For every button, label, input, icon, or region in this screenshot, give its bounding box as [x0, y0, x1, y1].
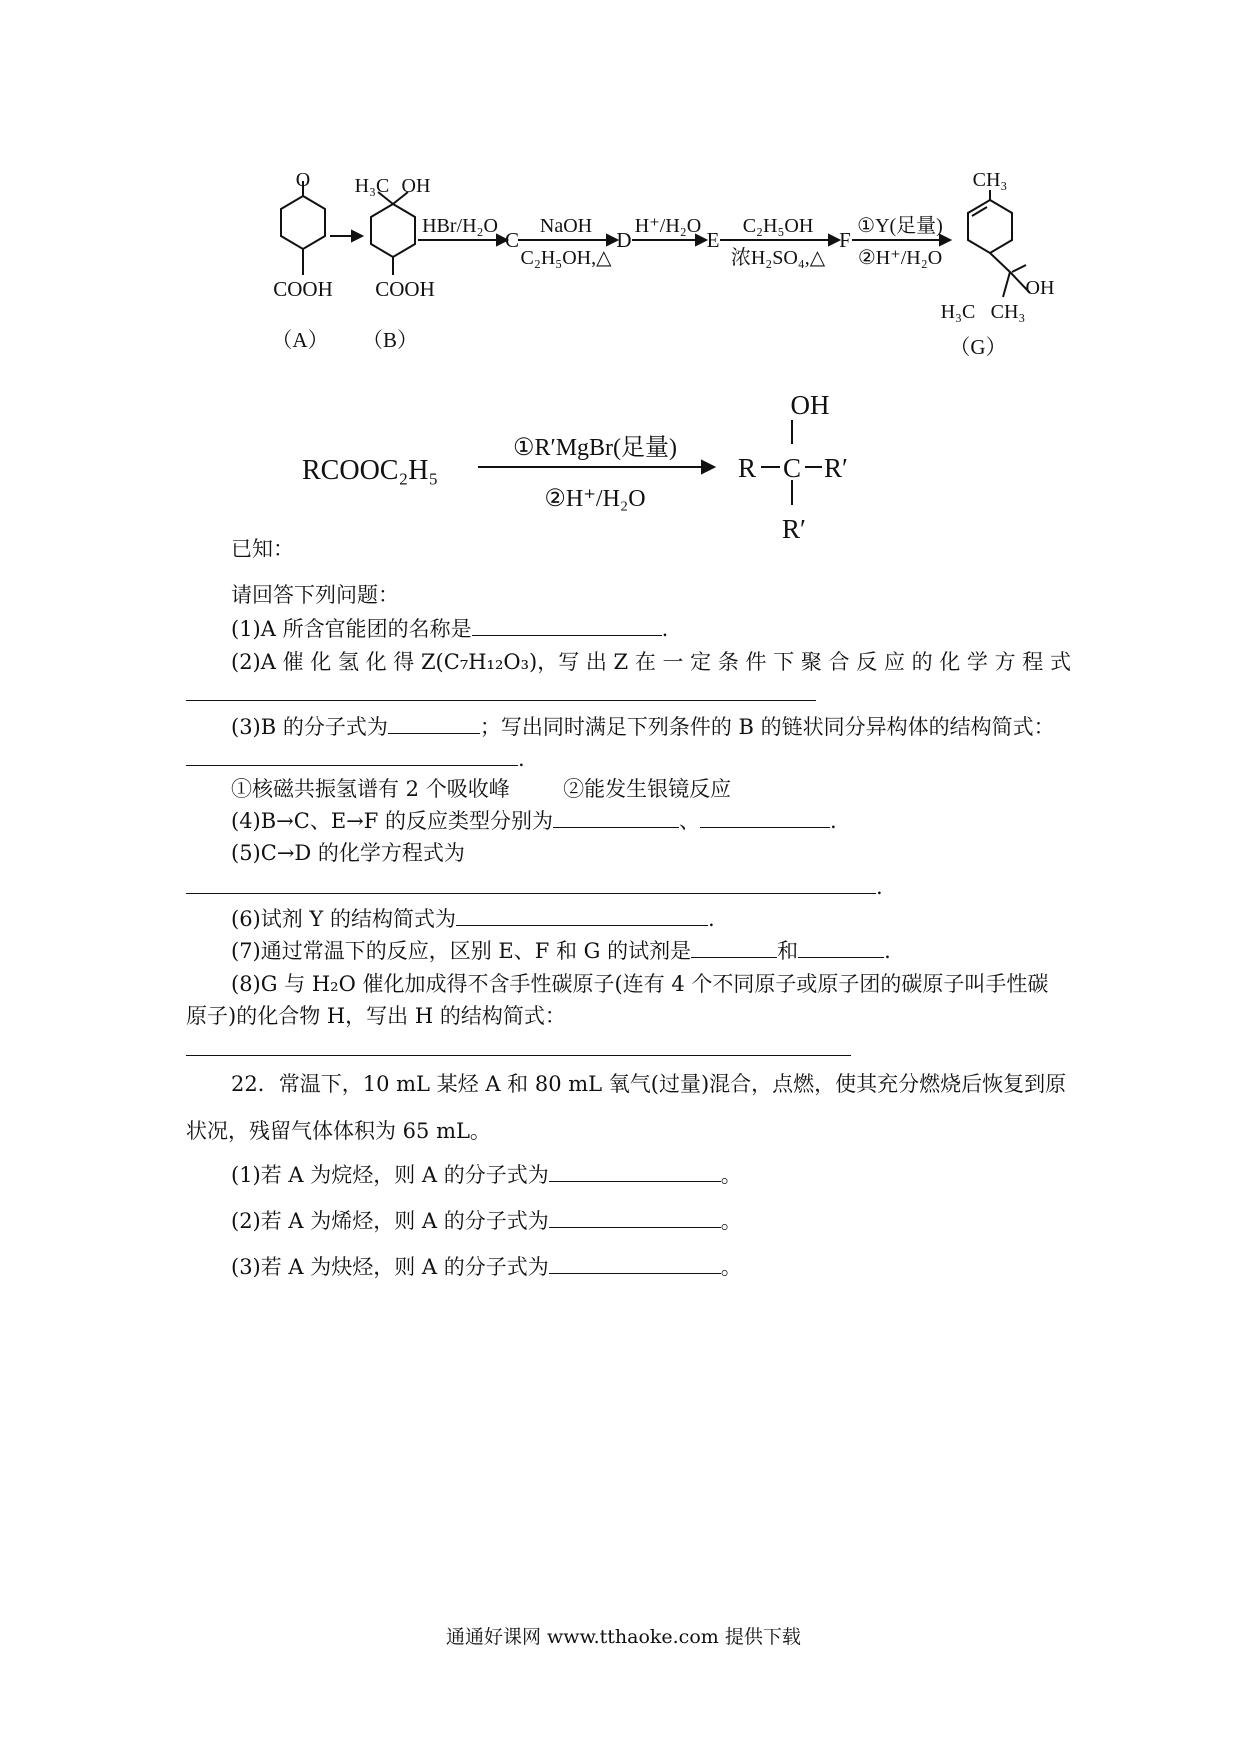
- step4-condition: 浓H₂SO₄,△: [730, 247, 826, 269]
- G-methyl-left: H₃C: [940, 301, 976, 323]
- part2-text: (2)若 A 为烯烃，则 A 的分子式为: [231, 1209, 549, 1233]
- step2-reagent: NaOH: [539, 215, 593, 237]
- reaction-scheme: [0, 0, 1240, 560]
- B-cooh: COOH: [375, 277, 435, 301]
- G-methyl-right: CH₃: [990, 301, 1026, 323]
- answer-blank-22-1[interactable]: [549, 1161, 721, 1182]
- product-r-prime-right: R′: [824, 453, 848, 483]
- problem-22-line2: 状况，残留气体体积为 65 mL。: [186, 1119, 491, 1143]
- answer-blank-7a[interactable]: [691, 937, 777, 958]
- answer-blank-7b[interactable]: [798, 937, 884, 958]
- question-1-text: (1)A 所含官能团的名称是: [231, 617, 472, 641]
- question-3-line2: [186, 745, 525, 773]
- question-4-end: .: [830, 809, 837, 833]
- answer-blank-4a[interactable]: [553, 807, 679, 828]
- known-condition-below: ②H⁺/H₂O: [544, 486, 646, 512]
- answer-blank-5[interactable]: [186, 873, 876, 894]
- A-cooh: COOH: [273, 277, 333, 301]
- question-8-line2: 原子)的化合物 H，写出 H 的结构简式：: [186, 1004, 566, 1028]
- question-5-end: .: [876, 875, 883, 899]
- B-hydroxyl: OH: [401, 175, 431, 197]
- question-4-text: (4)B→C、E→F 的反应类型分别为: [231, 809, 554, 833]
- answer-blank-3a[interactable]: [388, 713, 480, 734]
- product-r: R: [737, 453, 757, 483]
- question-3: [231, 713, 1055, 741]
- answer-blank-22-3[interactable]: [549, 1253, 721, 1274]
- B-caption: （B）: [361, 328, 419, 352]
- compound-D: D: [616, 228, 632, 252]
- answer-blank-4b[interactable]: [700, 807, 830, 828]
- question-7-text: (7)通过常温下的反应，区别 E、F 和 G 的试剂是: [231, 939, 692, 963]
- question-2: (2)A 催 化 氢 化 得 Z(C₇H₁₂O₃)，写 出 Z 在 一 定 条 件 下 聚 合 反 应 的 化 学 方 程 式: [231, 650, 1071, 674]
- question-7: [231, 937, 891, 965]
- G-caption: （G）: [949, 335, 1007, 359]
- known-reactant: RCOOC₂H₅: [302, 455, 439, 486]
- problem-22-part2: [231, 1207, 742, 1235]
- compound-E: E: [706, 228, 720, 252]
- problem-22-part1: [231, 1161, 742, 1189]
- A-keto-o: O: [295, 169, 311, 191]
- product-carbon: C: [782, 453, 802, 483]
- G-hydroxyl: OH: [1025, 277, 1055, 299]
- question-3-mid: ；写出同时满足下列条件的 B 的链状同分异构体的结构简式：: [479, 715, 1055, 739]
- question-3-text: (3)B 的分子式为: [231, 715, 388, 739]
- question-5-line2: [186, 873, 883, 901]
- step1-reagent: HBr/H₂O: [422, 215, 498, 237]
- B-methyl: H₃C: [354, 175, 390, 197]
- answer-line-8[interactable]: [186, 1055, 851, 1056]
- part2-end: 。: [720, 1209, 742, 1233]
- compound-F: F: [839, 228, 851, 252]
- product-r-prime-bottom: R′: [782, 514, 806, 544]
- question-6-text: (6)试剂 Y 的结构简式为: [231, 907, 456, 931]
- question-1: [231, 615, 668, 643]
- question-4: [231, 807, 837, 835]
- answer-line-2[interactable]: [186, 700, 816, 701]
- step3-reagent: H⁺/H₂O: [634, 215, 702, 237]
- answer-blank-22-2[interactable]: [549, 1207, 721, 1228]
- question-1-end: .: [661, 617, 669, 641]
- question-5: (5)C→D 的化学方程式为: [231, 841, 465, 865]
- known-condition-above: ①R′MgBr(足量): [512, 435, 678, 461]
- step5-reagent: ①Y(足量): [857, 215, 943, 237]
- part3-text: (3)若 A 为炔烃，则 A 的分子式为: [231, 1255, 549, 1279]
- compound-C: C: [504, 228, 520, 252]
- part1-text: (1)若 A 为烷烃，则 A 的分子式为: [231, 1163, 549, 1187]
- A-caption: （A）: [271, 328, 329, 352]
- step4-reagent: C₂H₅OH: [742, 215, 814, 237]
- question-3-conditions: ①核磁共振氢谱有 2 个吸收峰 ②能发生银镜反应: [231, 777, 732, 801]
- product-hydroxyl: OH: [790, 390, 830, 420]
- step2-condition: C₂H₅OH,△: [520, 247, 612, 269]
- part3-end: 。: [720, 1255, 742, 1279]
- part1-end: 。: [720, 1163, 742, 1187]
- question-7-mid: 和: [777, 939, 799, 963]
- known-label: 已知：: [231, 537, 294, 561]
- answer-blank-6[interactable]: [456, 905, 708, 926]
- question-6: [231, 905, 715, 933]
- answer-blank-1[interactable]: [472, 615, 662, 636]
- step5-condition: ②H⁺/H₂O: [857, 247, 943, 269]
- problem-22-line1: 22．常温下，10 mL 某烃 A 和 80 mL 氧气(过量)混合，点燃，使其充分燃烧后恢复到原: [231, 1072, 1067, 1096]
- question-7-end: .: [884, 939, 891, 963]
- G-methyl: CH₃: [972, 169, 1008, 191]
- answer-blank-3b[interactable]: [186, 745, 518, 766]
- questions-intro: 请回答下列问题：: [231, 583, 399, 607]
- question-3-end: .: [518, 747, 525, 771]
- problem-22-part3: [231, 1253, 742, 1281]
- page-footer: 通通好课网 www.tthaoke.com 提供下载: [446, 1626, 801, 1648]
- question-8-line1: (8)G 与 H₂O 催化加成得不含手性碳原子(连有 4 个不同原子或原子团的碳原子叫手性碳: [231, 972, 1049, 996]
- question-6-end: .: [707, 907, 715, 931]
- question-4-sep: 、: [679, 809, 701, 833]
